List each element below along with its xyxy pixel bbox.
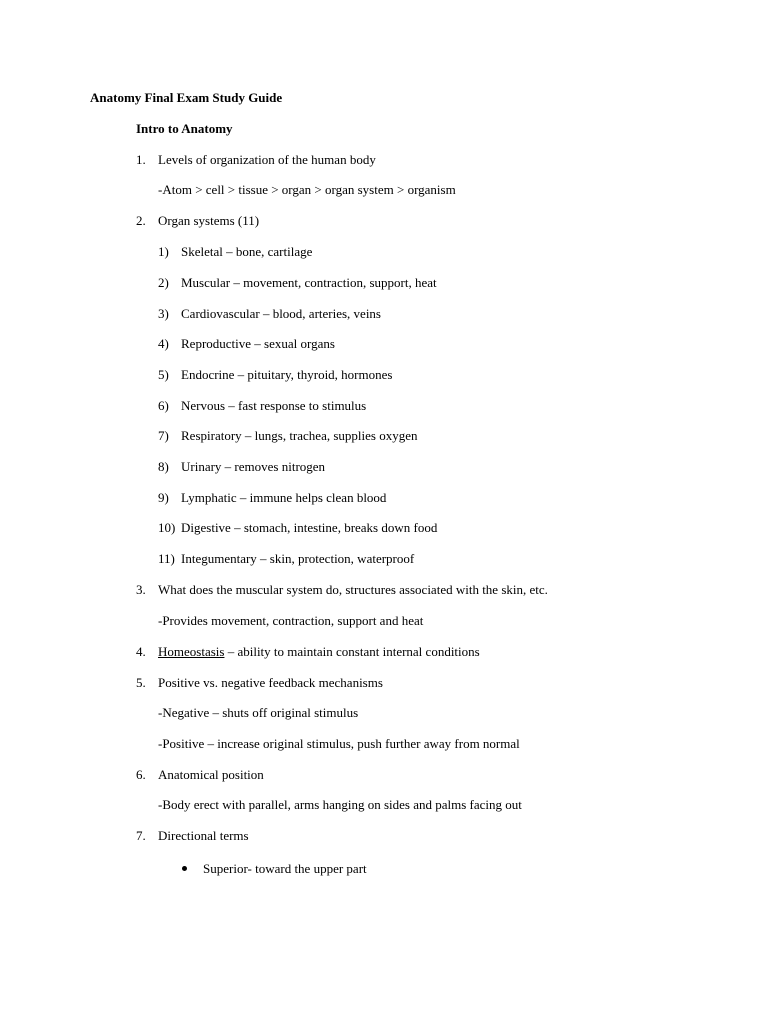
item-detail: -Negative – shuts off original stimulus: [158, 705, 359, 720]
item-detail: -Body erect with parallel, arms hanging on sides and palms facing out: [158, 797, 522, 812]
subitem-number: 4): [158, 336, 169, 351]
subitem-text: Digestive – stomach, intestine, breaks down food: [181, 520, 438, 535]
subitem-text: Lymphatic – immune helps clean blood: [181, 490, 387, 505]
section-heading: Intro to Anatomy: [136, 121, 233, 136]
subitem-text: Nervous – fast response to stimulus: [181, 398, 367, 413]
item-number: 5.: [136, 675, 146, 690]
subitem-number: 5): [158, 367, 169, 382]
subitem-number: 2): [158, 275, 169, 290]
item-text: What does the muscular system do, structures associated with the skin, etc.: [158, 582, 548, 597]
subitem-text: Endocrine – pituitary, thyroid, hormones: [181, 367, 393, 382]
term-homeostasis: Homeostasis: [158, 644, 225, 659]
subitem-text: Respiratory – lungs, trachea, supplies oxygen: [181, 428, 418, 443]
item-number: 2.: [136, 213, 146, 228]
subitem-text: Integumentary – skin, protection, waterproof: [181, 551, 415, 566]
item-number: 3.: [136, 582, 146, 597]
subitem-text: Skeletal – bone, cartilage: [181, 244, 313, 259]
subitem-text: Urinary – removes nitrogen: [181, 459, 326, 474]
bullet-text: Superior- toward the upper part: [203, 861, 367, 876]
item-detail: -Provides movement, contraction, support and heat: [158, 613, 424, 628]
subitem-number: 10): [158, 520, 176, 535]
item-number: 7.: [136, 828, 146, 843]
bullet-icon: [182, 866, 187, 871]
item-detail: -Positive – increase original stimulus, push further away from normal: [158, 736, 520, 751]
document-title: Anatomy Final Exam Study Guide: [90, 90, 283, 105]
term-definition: – ability to maintain constant internal conditions: [224, 644, 480, 659]
subitem-text: Muscular – movement, contraction, support, heat: [181, 275, 437, 290]
subitem-number: 1): [158, 244, 169, 259]
subitem-number: 8): [158, 459, 169, 474]
subitem-text: Cardiovascular – blood, arteries, veins: [181, 306, 381, 321]
item-number: 6.: [136, 767, 146, 782]
item-number: 4.: [136, 644, 146, 659]
item-number: 1.: [136, 152, 146, 167]
item-text: Directional terms: [158, 828, 249, 843]
subitem-text: Reproductive – sexual organs: [181, 336, 335, 351]
item-detail: -Atom > cell > tissue > organ > organ system > organism: [158, 182, 456, 197]
item-text: Anatomical position: [158, 767, 264, 782]
subitem-number: 3): [158, 306, 169, 321]
item-text: [158, 644, 480, 660]
item-text: Organ systems (11): [158, 213, 260, 228]
subitem-number: 7): [158, 428, 169, 443]
subitem-number: 6): [158, 398, 169, 413]
item-text: Levels of organization of the human body: [158, 152, 376, 167]
subitem-number: 9): [158, 490, 169, 505]
item-text: Positive vs. negative feedback mechanisms: [158, 675, 383, 690]
subitem-number: 11): [158, 551, 175, 566]
